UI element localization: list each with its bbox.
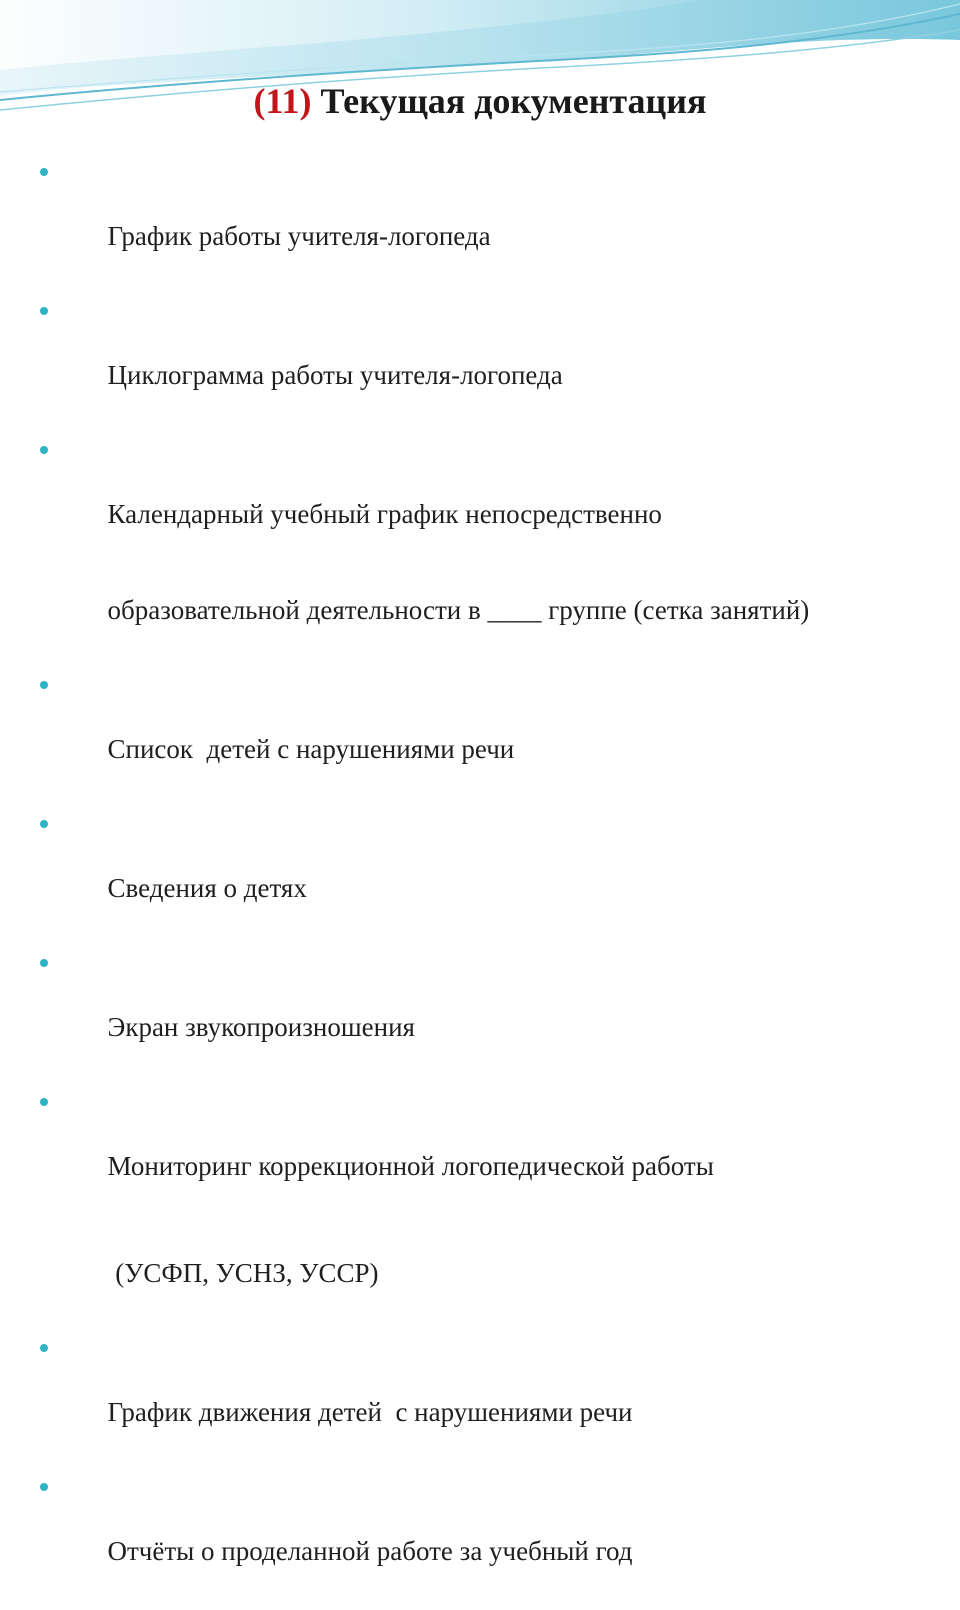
list-item-continuation: [36, 562, 936, 658]
list-item-continuation: [36, 1225, 936, 1321]
list-item-text: Календарный учебный график непосредственно: [107, 499, 662, 529]
bullet-icon: [40, 168, 48, 176]
page-title: [0, 80, 960, 122]
bullet-icon: [40, 1344, 48, 1352]
list-item-text: образовательной деятельности в ____ группе (сетка занятий): [107, 595, 810, 625]
bullet-list: [36, 156, 936, 1610]
list-item: [36, 434, 936, 562]
bullet-icon: [40, 959, 48, 967]
bullet-icon: [40, 446, 48, 454]
list-item: [36, 947, 936, 1075]
list-item-text: Сведения о детях: [107, 873, 307, 903]
list-item-text: Экран звукопроизношения: [107, 1012, 415, 1042]
list-item: [36, 1332, 936, 1460]
list-item-text: (УСФП, УСНЗ, УССР): [108, 1258, 379, 1288]
list-item: [36, 808, 936, 936]
title-text: Текущая документация: [320, 81, 707, 121]
list-item-text: График работы учителя-логопеда: [107, 221, 491, 251]
bullet-icon: [40, 681, 48, 689]
bullet-icon: [40, 1098, 48, 1106]
list-item: [36, 1471, 936, 1599]
bullet-icon: [40, 307, 48, 315]
title-number: (11): [253, 81, 312, 121]
list-item: [36, 1086, 936, 1214]
list-item: [36, 669, 936, 797]
bullet-icon: [40, 820, 48, 828]
list-item: [36, 295, 936, 423]
list-item-text: Список детей с нарушениями речи: [107, 734, 515, 764]
list-item-text: Отчёты о проделанной работе за учебный год: [107, 1536, 633, 1566]
list-item-text: Мониторинг коррекционной логопедической работы: [107, 1151, 714, 1181]
bullet-icon: [40, 1483, 48, 1491]
list-item-text: График движения детей с нарушениями речи: [107, 1397, 633, 1427]
list-item: [36, 156, 936, 284]
list-item-text: Циклограмма работы учителя-логопеда: [107, 360, 563, 390]
